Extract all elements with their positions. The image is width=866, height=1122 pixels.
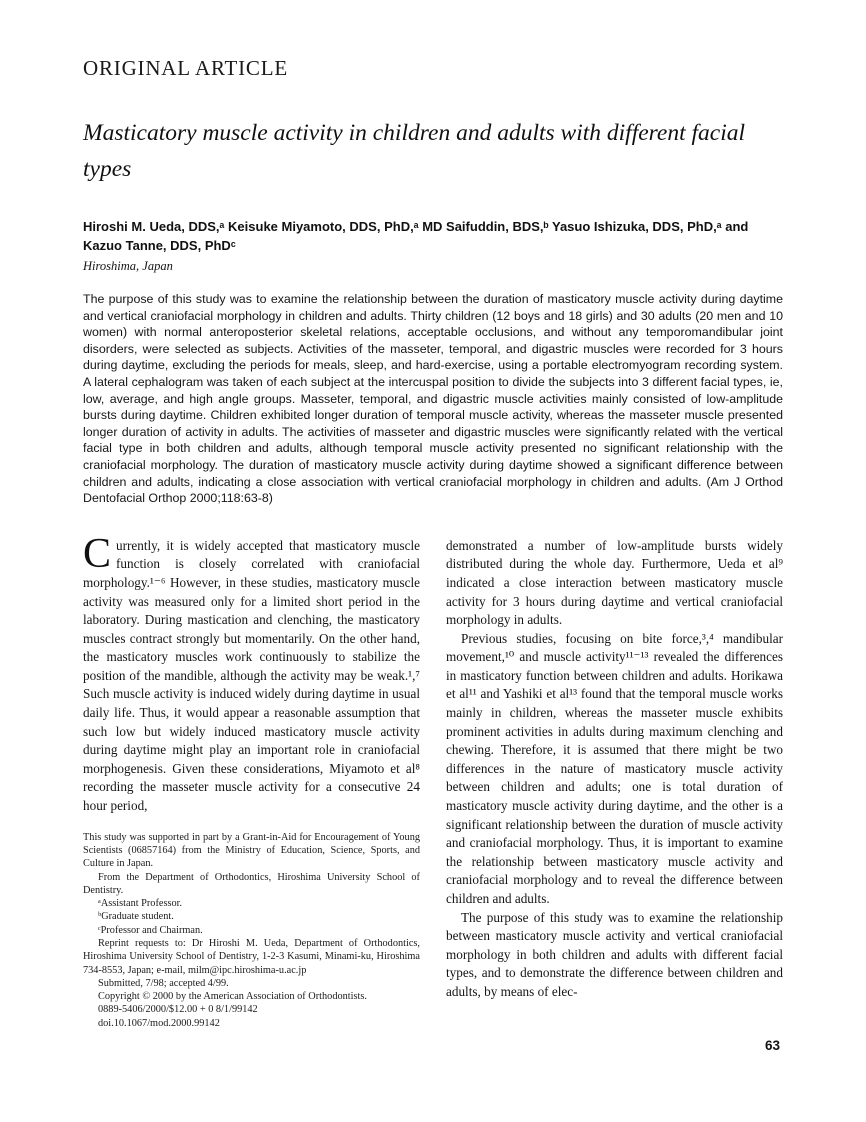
footnote-funding: This study was supported in part by a Grant-in-Aid for Encouragement of Young Scientists (06857164) from the Ministry of Education, Science, Sports, and Culture in Japan. (83, 831, 420, 870)
footnote-doi: doi.10.1067/mod.2000.99142 (98, 1017, 220, 1029)
intro-paragraph-text: urrently, it is widely accepted that masticatory muscle function is closely correlated with craniofacial morphology.¹⁻⁶ However, in these studies, masticatory muscle activity was measured only for a limited short period in the laboratory. During mastication and clenching, the masticatory muscles contract strongly but momentarily. On the other hand, the masticatory muscles work continuously to stabilize the position of the mandible, although the activity may be weak.¹,⁷ Such muscle activity is induced widely during daytime in usual daily life. Thus, it would appear a reasonable assumption that such low but widely induced masticatory muscle activity during daytime might play an important role in craniofacial morphogenesis. Given these considerations, Miyamoto et al⁸ recording the masseter muscle activity for a consecutive 24 hour period, (83, 537, 420, 814)
footnote-affiliation: From the Department of Orthodontics, Hiroshima University School of Dentistry. (83, 871, 420, 896)
right-column (446, 537, 783, 1030)
footnote-copyright: Copyright © 2000 by the American Association of Orthodontists. (98, 991, 367, 1003)
body-paragraph: Previous studies, focusing on bite force,³,⁴ mandibular movement,¹⁰ and muscle activity¹¹⁻¹³ revealed the differences in masticatory function between children and adults. Horikawa et al¹¹ and Yashiki et al¹³ found that the temporal muscle works mainly in children, whereas the masseter muscle exhibits prominent activities in adults during maximum clenching and chewing. Therefore, it is assumed that there might be two differences in the nature of masticatory muscle activity between children and adults; one is total duration of masticatory muscle activity during daytime, and the other is a significant relationship between the duration of muscle activity and craniofacial morphology. Thus, it is important to examine the relationship between masticatory muscle activity and craniofacial morphology and to reveal the difference between children and adults. (446, 630, 783, 906)
footnotes-block (83, 831, 420, 1030)
footnote-author-b: ᵇGraduate student. (98, 911, 174, 923)
footnote-author-c: ᶜProfessor and Chairman. (98, 924, 203, 936)
body-paragraph: The purpose of this study was to examine the relationship between masticatory muscle activity and vertical craniofacial morphology in both children and adults with different facial types, and to demonstrate the difference between children and adults, by means of elec- (446, 909, 783, 999)
footnote-author-a: ᵃAssistant Professor. (98, 898, 183, 910)
author-list: Hiroshi M. Ueda, DDS,ᵃ Keisuke Miyamoto, DDS, PhD,ᵃ MD Saifuddin, BDS,ᵇ Yasuo Ishizuka, DDS, PhD,ᵃ and Kazuo Tanne, DDS, PhDᶜ (83, 219, 749, 253)
footnote-issn-code: 0889-5406/2000/$12.00 + 0 8/1/99142 (98, 1004, 258, 1016)
footnote-submission-dates: Submitted, 7/98; accepted 4/99. (98, 977, 229, 989)
left-column (83, 530, 420, 1030)
body-columns (83, 530, 783, 1030)
article-type-label: ORIGINAL ARTICLE (83, 56, 288, 80)
page-number: 63 (764, 1038, 780, 1053)
article-title: Masticatory muscle activity in children and adults with different facial types (83, 120, 746, 182)
abstract-text: The purpose of this study was to examine the relationship between the duration of masticatory muscle activity during daytime and vertical craniofacial morphology in children and adults. Thirty children (12 boys and 18 girls) and 30 adults (20 men and 10 women) with normal anteroposterior skeletal relations, acceptable occlusions, and without any temporomandibular joint disorders, were selected as subjects. Activities of the masseter, temporal, and digastric muscles were recorded for 3 hours during daytime, excluding the periods for meals, sleep, and hard-exercise, using a portable electromyogram recording system. A lateral cephalogram was taken of each subject at the intercuspal position to divide the subjects into 3 different facial types, ie, low, average, and high angle groups. Masseter, temporal, and digastric muscle activities mainly consisted of low-amplitude bursts during daytime. Children exhibited longer duration of temporal muscle activity, whereas the masseter muscle presented longer duration of activity in adults. The activities of masseter and digastric muscles were significantly related with the vertical facial type in both children and adults, although temporal muscle activity presented no significant relationship with the craniofacial morphology. The duration of masticatory muscle activity during daytime showed a significant difference between children and adults, indicating a close association with vertical craniofacial morphology in children and adults. (Am J Orthod Dentofacial Orthop 2000;118:63-8) (83, 292, 783, 506)
drop-cap: C (83, 530, 112, 577)
body-paragraph: demonstrated a number of low-amplitude bursts widely distributed during the whole day. Furthermore, Ueda et al⁹ indicated a close interaction between masticatory muscle activity for 3 hours during daytime and vertical craniofacial morphology in adults. (446, 537, 783, 628)
intro-paragraph (83, 530, 420, 816)
footnote-reprint-requests: Reprint requests to: Dr Hiroshi M. Ueda, Department of Orthodontics, Hiroshima University School of Dentistry, 1-2-3 Kasumi, Minami-ku, Hiroshima 734-8553, Japan; e-mail, milm@ipc.hiroshima-u.ac.jp (83, 938, 420, 976)
affiliation-location: Hiroshima, Japan (83, 259, 173, 273)
